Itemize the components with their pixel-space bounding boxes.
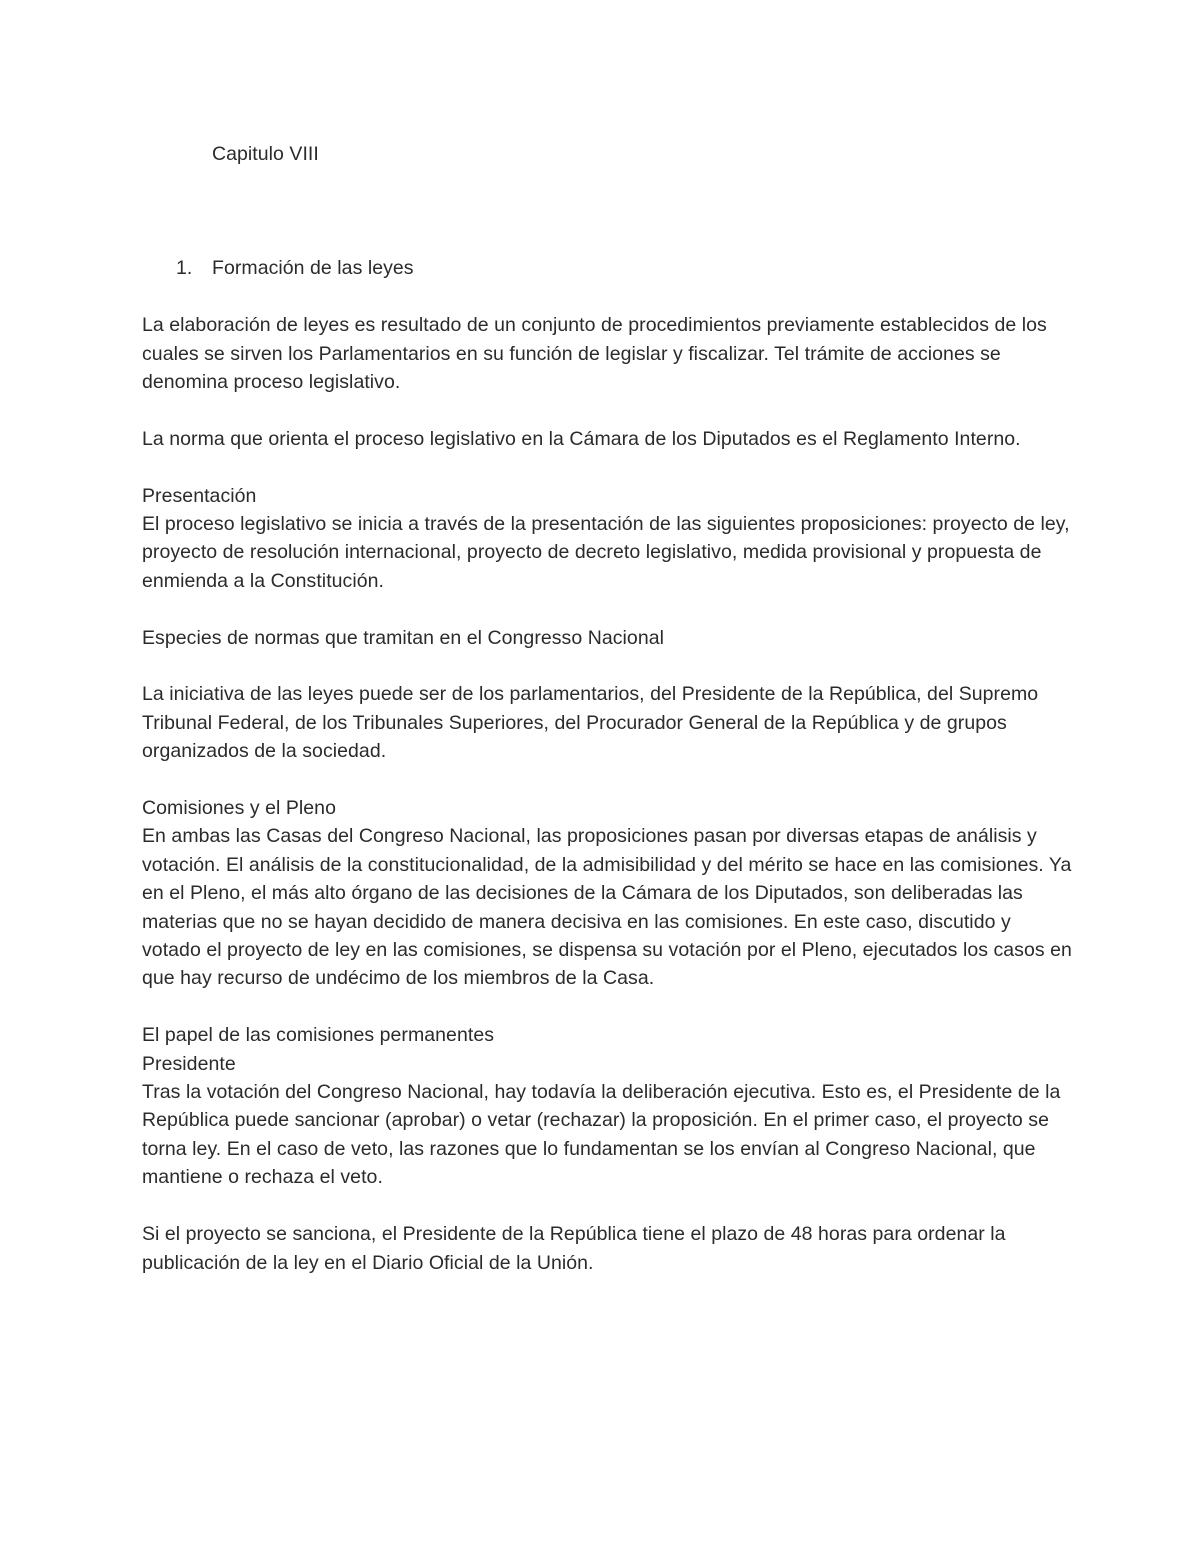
spacer (142, 993, 1072, 1021)
section-title: Formación de las leyes (212, 257, 414, 280)
document-body (142, 140, 1072, 1277)
spacer (142, 766, 1072, 794)
spacer (142, 283, 1072, 311)
spacer (142, 453, 1072, 481)
spacer (142, 396, 1072, 424)
spacer (142, 1192, 1072, 1220)
heading-presidente: Presidente (142, 1052, 236, 1075)
section-heading (142, 254, 1072, 282)
heading-papel-comisiones: El papel de las comisiones permanentes (142, 1024, 495, 1047)
paragraph-intro: La elaboración de leyes es resultado de un conjunto de procedimientos previamente establecidos de los cuales se sirven los Parlamentarios en su función de legislar y fiscalizar. Tel trámite de acciones se denomina proceso legislativo. (142, 314, 1047, 394)
heading-presentacion: Presentación (142, 484, 257, 507)
paragraph-iniciativa: La iniciativa de las leyes puede ser de los parlamentarios, del Presidente de la República, del Supremo Tribunal Federal, de los Tribunales Superiores, del Procurador General de la República y de grupos organizados de la sociedad. (142, 683, 1039, 763)
chapter-title: Capitulo VIII (212, 143, 319, 165)
heading-especies: Especies de normas que tramitan en el Congresso Nacional (142, 626, 664, 649)
section-number: 1. (176, 257, 193, 280)
paragraph-presentacion: El proceso legislativo se inicia a través de la presentación de las siguientes proposiciones: proyecto de ley, proyecto de resolución internacional, proyecto de decreto legislativo, medida provisional y propuesta de enmienda a la Constitución. (142, 513, 1070, 592)
paragraph-presidente: Tras la votación del Congreso Nacional, hay todavía la deliberación ejecutiva. Esto es, el Presidente de la República puede sancionar (aprobar) o vetar (rechazar) la proposición. En el primer caso, el proyecto se torna ley. En el caso de veto, las razones que lo fundamentan se los envían al Congreso Nacional, que mantiene o rechaza el veto. (142, 1081, 1061, 1189)
spacer (142, 652, 1072, 680)
paragraph-comisiones: En ambas las Casas del Congreso Nacional, las proposiciones pasan por diversas etapas de análisis y votación. El análisis de la constitucionalidad, de la admisibilidad y del mérito se hace en las comisiones. Ya en el Pleno, el más alto órgano de las decisiones de la Cámara de los Diputados, son deliberadas las materias que no se hayan decidido de manera decisiva en las comisiones. En este caso, discutido y votado el proyecto de ley en las comisiones, se dispensa su votación por el Pleno, ejecutados los casos en que hay recurso de undécimo de los miembros de la Casa. (142, 825, 1072, 990)
spacer (142, 595, 1072, 623)
paragraph-sanciona: Si el proyecto se sanciona, el Presidente de la República tiene el plazo de 48 horas para ordenar la publicación de la ley en el Diario Oficial de la Unión. (142, 1223, 1006, 1274)
paragraph-norma: La norma que orienta el proceso legislativo en la Cámara de los Diputados es el Reglamento Interno. (142, 427, 1021, 450)
heading-comisiones: Comisiones y el Pleno (142, 797, 336, 820)
